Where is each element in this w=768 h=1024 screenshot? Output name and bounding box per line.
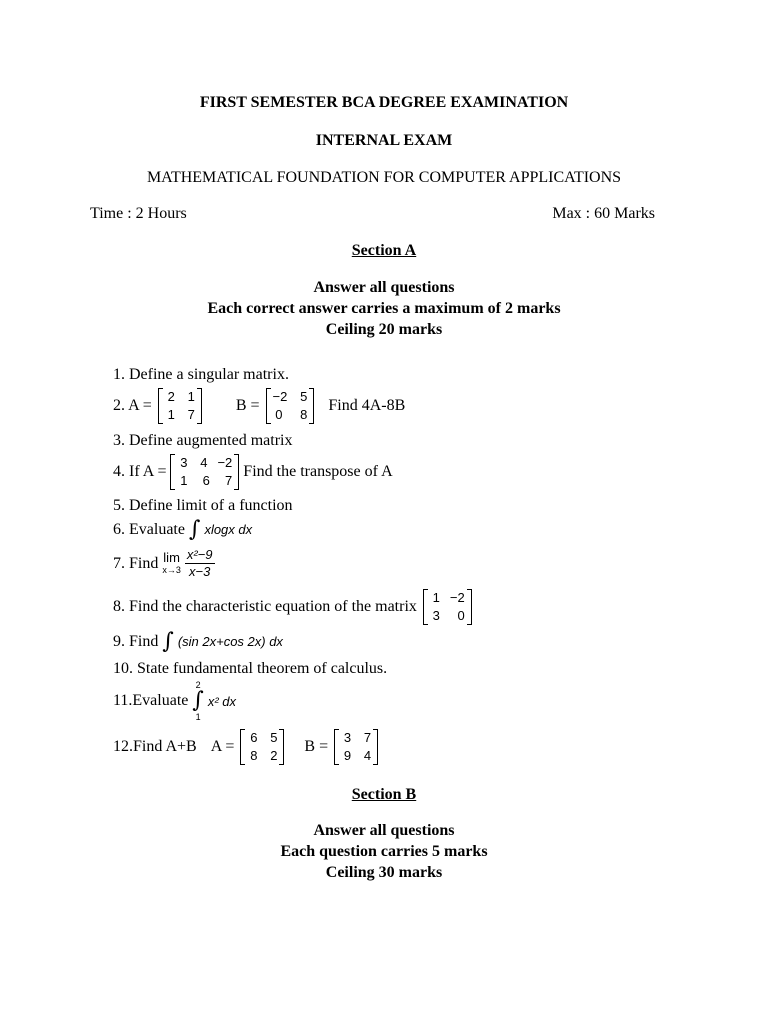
question-4 [113, 454, 393, 490]
section-b-instruction: Answer all questions [313, 822, 455, 839]
q11-expression: x² dx [207, 693, 237, 709]
question-10: 10. State fundamental theorem of calculus. [113, 660, 388, 677]
question-6 [113, 517, 252, 542]
q7-fraction: $\frac{\text{x²−9}}{x-3}$ [186, 547, 213, 579]
section-b-title: Section B [351, 786, 417, 803]
q7-number: 7. Find [113, 554, 159, 572]
q12-b-label: B = [304, 738, 329, 755]
time-label: Time : 2 Hours [90, 205, 187, 222]
question-5: 5. Define limit of a function [113, 497, 293, 514]
q12-matrix-b: 3 7 9 4 [334, 729, 378, 765]
q2-instruction: Find 4A-8B [328, 397, 406, 414]
q2-number: 2. A = [113, 397, 152, 414]
question-11 [113, 680, 236, 722]
exam-subtitle: INTERNAL EXAM [315, 132, 453, 149]
q6-number: 6. Evaluate [113, 520, 185, 538]
q2-matrix-b: −2 5 0 8 [266, 388, 315, 424]
section-a-ceiling: Ceiling 20 marks [325, 321, 443, 338]
question-1: 1. Define a singular matrix. [113, 366, 289, 383]
q11-definite-integral: 2 ∫ 1 [192, 680, 204, 722]
exam-title: FIRST SEMESTER BCA DEGREE EXAMINATION [199, 94, 569, 111]
q2-matrix-a: 2 1 1 7 [158, 388, 202, 424]
q12-matrix-a: 6 5 8 2 [240, 729, 284, 765]
q12-number: 12.Find A+B [113, 738, 197, 755]
max-marks-label: Max : 60 Marks [552, 205, 655, 222]
q8-matrix: 1 −2 3 0 [423, 589, 472, 625]
question-2 [113, 388, 405, 424]
course-title: MATHEMATICAL FOUNDATION FOR COMPUTER APPLICATIONS [146, 169, 622, 186]
integral-symbol: ∫ [188, 517, 201, 542]
q12-a-label: A = [210, 738, 235, 755]
integral-symbol: ∫ [162, 629, 174, 654]
q4-matrix-a: 3 4 −2 1 6 7 [170, 454, 239, 490]
q8-text: 8. Find the characteristic equation of the matrix [113, 598, 417, 615]
q11-number: 11.Evaluate [113, 692, 189, 709]
q2-b-label: B = [235, 397, 260, 414]
q6-expression: xlogx dx [204, 522, 253, 537]
q9-expression: (sin 2x+cos 2x) dx [177, 634, 283, 649]
section-b-marks-note: Each question carries 5 marks [280, 843, 488, 860]
question-9 [113, 629, 283, 654]
section-a-instruction: Answer all questions [313, 279, 455, 296]
section-a-marks-note: Each correct answer carries a maximum of 2 marks [207, 300, 561, 317]
q9-number: 9. Find [113, 632, 159, 650]
q4-instruction: Find the transpose of A [243, 463, 393, 480]
q4-number: 4. If A = [113, 463, 167, 480]
question-3: 3. Define augmented matrix [113, 432, 293, 449]
section-b-ceiling: Ceiling 30 marks [325, 864, 443, 881]
q7-limit: lim x→3 [162, 549, 181, 575]
question-7 [113, 547, 215, 580]
question-8 [113, 589, 472, 625]
question-12 [113, 729, 378, 765]
section-a-title: Section A [351, 242, 417, 259]
